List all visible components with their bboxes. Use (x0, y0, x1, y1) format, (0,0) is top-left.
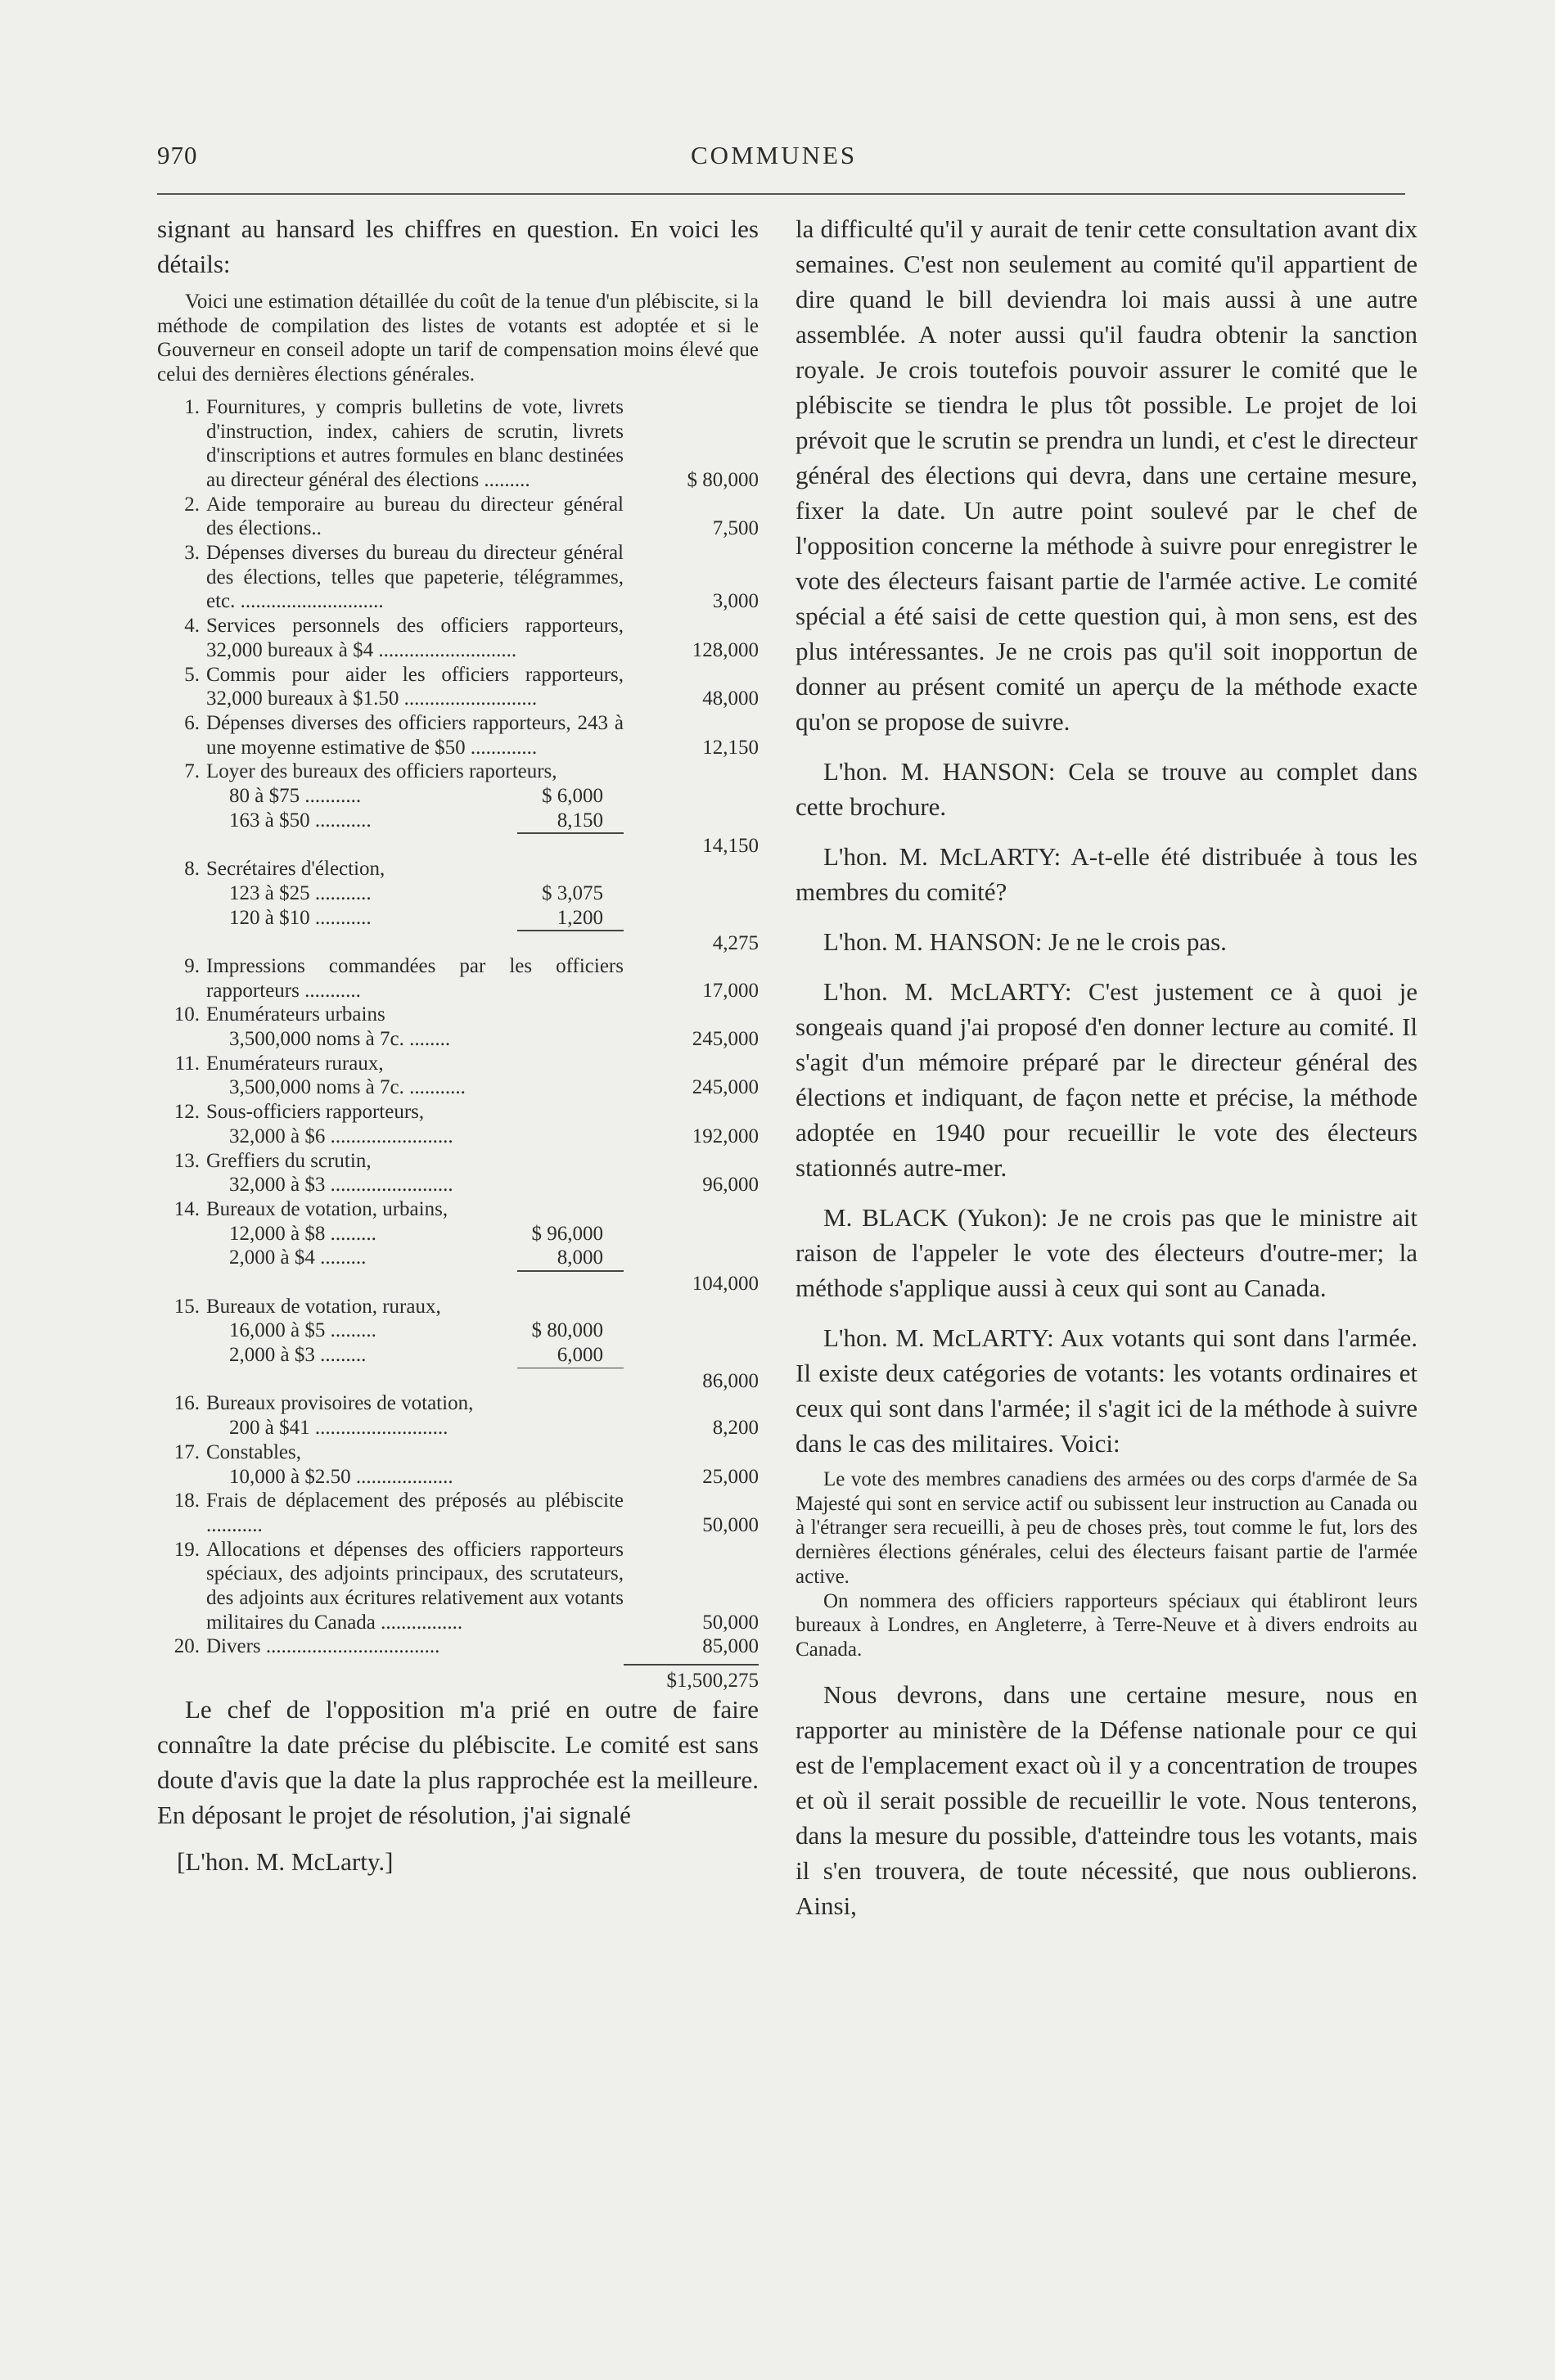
item-number: 8. (184, 858, 200, 881)
sub-item (157, 1246, 759, 1270)
item-number: 13. (174, 1149, 200, 1172)
item-amount: $ 80,000 (687, 468, 759, 491)
sub-item-amount: $ 80,000 (531, 1319, 603, 1342)
sub-item-label: 120 à $10 ........... (229, 906, 372, 929)
paragraph-mclarty-3: L'hon. M. McLARTY: Aux votants qui sont dans l'armée. Il existe deux catégories de votants: les votants ordinaires et ceux qui sont dans l'armée; il s'agit ici de la méthode à suivre dans le cas des militaires. Voici: (796, 1323, 1418, 1458)
estimate-item (157, 1075, 759, 1100)
item-amount: 3,000 (712, 590, 759, 613)
paragraph-mclarty-1: L'hon. M. McLARTY: A-t-elle été distribuée à tous les membres du comité? (796, 842, 1418, 906)
item-amount: 7,500 (712, 517, 759, 540)
sub-item-amount: $ 96,000 (531, 1222, 603, 1245)
paragraph-black: M. BLACK (Yukon): Je ne crois pas que le ministre ait raison de l'appeler le vote des électeurs d'outre-mer; la méthode s'applique aussi à ceux qui sont au Canada. (796, 1203, 1418, 1302)
estimate-item (157, 1489, 759, 1537)
item-text: Commis pour aider les officiers rapporteurs, 32,000 bureaux à $1.50 .......................... (206, 663, 624, 710)
sub-item (157, 1343, 759, 1368)
item-number: 18. (174, 1490, 200, 1512)
item-number: 19. (174, 1538, 200, 1561)
grand-total-amount: $1,500,275 (666, 1670, 759, 1693)
estimate-item (157, 1295, 759, 1319)
estimate-item (157, 1391, 759, 1416)
intro-paragraph: signant au hansard les chiffres en question. En voici les détails: (157, 214, 759, 278)
paragraph-mclarty-2: L'hon. M. McLARTY: C'est justement ce à quoi je songeais quand j'ai proposé d'en donner lecture au comité. Il s'agit d'un mémoire préparé par le directeur général des élections et indiquant, de façon nette et précise, la méthode adoptée en 1940 pour recueillir le vote des électeurs stationnés autre-mer. (796, 977, 1418, 1182)
estimate-list (157, 395, 759, 1692)
item-text: Dépenses diverses du bureau du directeur général des élections, telles que papeterie, télégrammes, etc. ............................ (206, 542, 624, 613)
estimate-item (157, 493, 759, 541)
estimate-item (157, 1440, 759, 1465)
sub-item (157, 1222, 759, 1246)
item-amount: 50,000 (702, 1611, 759, 1634)
item-amount: 25,000 (702, 1465, 759, 1488)
right-column (796, 211, 1418, 1923)
paragraph-final: Nous devrons, dans une certaine mesure, nous en rapporter au ministère de la Défense nationale pour ce qui est de l'emplacement exact où il y a concentration de troupes et où il serait possible de recueillir le vote. Nous tenterons, dans la mesure du possible, d'atteindre tous les votants, mais il s'en trouvera, de toute nécessité, que nous oublierons. Ainsi, (796, 1679, 1418, 1920)
item-text: Bureaux provisoires de votation, (206, 1392, 474, 1415)
sub-item-amount: 8,000 (557, 1246, 603, 1269)
item-amount: 50,000 (702, 1513, 759, 1536)
item-number: 12. (174, 1101, 200, 1124)
estimate-item (157, 663, 759, 711)
item-text: Services personnels des officiers rapporteurs, 32,000 bureaux à $4 ........................... (206, 615, 624, 661)
item-text: Bureaux de votation, ruraux, (206, 1295, 441, 1318)
estimate-item (157, 395, 759, 493)
item-text: Greffiers du scrutin, (206, 1149, 372, 1172)
estimate-item (157, 1634, 759, 1659)
item-number: 20. (174, 1635, 200, 1658)
subtotal-rule (517, 930, 624, 931)
item-amount: 96,000 (702, 1174, 759, 1197)
estimate-item (157, 711, 759, 760)
estimate-item (157, 1052, 759, 1076)
estimate-item (157, 1149, 759, 1174)
item-text: Secrétaires d'élection, (206, 858, 385, 881)
sub-item-amount: 6,000 (557, 1344, 603, 1367)
sub-item-label: 2,000 à $4 ......... (229, 1246, 367, 1269)
item-number: 10. (174, 1003, 200, 1026)
subtotal-amount: 4,275 (712, 932, 759, 955)
item-text: Fournitures, y compris bulletins de vote, livrets d'instruction, index, cahiers de scrutin, livrets d'inscriptions et autres formules en blanc destinées au directeur général des élections ......... (206, 395, 624, 491)
estimate-intro: Voici une estimation détaillée du coût de la tenue d'un plébiscite, si la méthode de compilation des listes de votants est adoptée et si le Gouverneur en conseil adopte un tarif de compensation moins élevé que celui des dernières élections générales. (157, 291, 759, 386)
estimate-item (157, 614, 759, 662)
sub-item (157, 784, 759, 809)
grand-total (157, 1659, 759, 1692)
page-number: 970 (157, 141, 198, 169)
sub-item-amount: 8,150 (557, 809, 603, 832)
sub-item-label: 163 à $50 ........... (229, 809, 372, 832)
sub-item-label: 80 à $75 ........... (229, 785, 362, 808)
subtotal-rule (517, 1368, 624, 1369)
sub-item-label: 12,000 à $8 ......... (229, 1222, 376, 1245)
item-text: Enumérateurs urbains (206, 1003, 385, 1026)
item-text: Bureaux de votation, urbains, (206, 1197, 448, 1220)
closing-paragraph: Le chef de l'opposition m'a prié en outre de faire connaître la date précise du plébiscite. Le comité est sans doute d'avis que la date la plus rapprochée est la meilleure. En déposant le projet de résolution, j'ai signalé (157, 1695, 759, 1830)
estimate-item (157, 1538, 759, 1635)
item-amount: 245,000 (692, 1028, 759, 1050)
sub-item-label: 123 à $25 ........... (229, 881, 372, 904)
item-text: Impressions commandées par les officiers rapporteurs ........... (206, 954, 624, 1002)
estimate-item (157, 541, 759, 614)
subtotal-rule (517, 1270, 624, 1272)
item-text: Frais de déplacement des préposés au plébiscite ........... (206, 1490, 624, 1536)
subtotal-amount: 86,000 (702, 1369, 759, 1392)
estimate-item (157, 1100, 759, 1125)
item-number: 7. (184, 760, 200, 783)
sub-item (157, 809, 759, 833)
estimate-item (157, 1416, 759, 1440)
item-text: 3,500,000 noms à 7c. ........... (229, 1076, 466, 1099)
item-text: 32,000 à $3 ........................ (229, 1174, 453, 1197)
item-text: Sous-officiers rapporteurs, (206, 1101, 425, 1124)
estimate-item (157, 1027, 759, 1052)
item-amount: 12,150 (702, 736, 759, 759)
sub-item (157, 1318, 759, 1343)
header-rule (157, 193, 1405, 195)
item-number: 5. (184, 663, 200, 686)
item-text: Allocations et dépenses des officiers rapporteurs spéciaux, des adjoints principaux, des scrutateurs, des adjoints aux écritures relativement aux votants militaires du Canada ................ (206, 1538, 624, 1634)
estimate-item (157, 760, 759, 784)
sub-item-amount: $ 6,000 (542, 785, 603, 808)
paragraph-hanson-1: L'hon. M. HANSON: Cela se trouve au complet dans cette brochure. (796, 757, 1418, 821)
sub-item-amount: $ 3,075 (542, 881, 603, 904)
grand-total-rule (624, 1664, 759, 1666)
subtotal-rule (517, 832, 624, 834)
estimate-item (157, 1003, 759, 1027)
sub-item-amount: 1,200 (557, 906, 603, 929)
item-text: Divers .................................. (206, 1635, 440, 1658)
subtotal-amount: 14,150 (702, 835, 759, 858)
item-number: 14. (174, 1197, 200, 1220)
subtotal (157, 1368, 759, 1392)
item-text: 3,500,000 noms à 7c. ........ (229, 1028, 451, 1050)
item-number: 1. (184, 395, 200, 418)
memo-paragraph-2: On nommera des officiers rapporteurs spéciaux qui établiront leurs bureaux à Londres, en Angleterre, à Terre-Neuve et à divers endroits au Canada. (796, 1589, 1418, 1661)
sub-item-label: 16,000 à $5 ......... (229, 1319, 376, 1342)
subtotal-amount: 104,000 (692, 1273, 759, 1295)
item-text: 10,000 à $2.50 ................... (229, 1465, 453, 1488)
page-title: COMMUNES (691, 141, 858, 169)
item-text: 200 à $41 .......................... (229, 1417, 448, 1440)
item-text: Loyer des bureaux des officiers raporteurs, (206, 760, 557, 783)
item-number: 16. (174, 1392, 200, 1415)
signature: [L'hon. M. McLarty.] (177, 1847, 394, 1877)
item-amount: 245,000 (692, 1076, 759, 1099)
item-number: 11. (174, 1052, 200, 1075)
sub-item-label: 2,000 à $3 ......... (229, 1344, 367, 1367)
subtotal (157, 1270, 759, 1295)
left-column (157, 211, 759, 1879)
item-number: 3. (184, 542, 200, 565)
item-number: 17. (174, 1440, 200, 1463)
item-number: 9. (184, 954, 200, 977)
estimate-item (157, 1465, 759, 1490)
item-number: 6. (184, 711, 200, 734)
item-text: Enumérateurs ruraux, (206, 1052, 384, 1075)
paragraph-hanson-2: L'hon. M. HANSON: Je ne le crois pas. (823, 927, 1227, 956)
item-number: 4. (184, 615, 200, 638)
item-text: Constables, (206, 1440, 301, 1463)
item-text: 32,000 à $6 ........................ (229, 1125, 453, 1147)
item-number: 15. (174, 1295, 200, 1318)
subtotal (157, 930, 759, 954)
memo-paragraph-1: Le vote des membres canadiens des armées ou des corps d'armée de Sa Majesté qui sont en service actif ou subissent leur instruction au Canada ou à l'étranger sera recueilli, à peu de choses près, tout comme le fut, lors des dernières élections générales, celui des électeurs faisant partie de l'armée active. (796, 1468, 1418, 1588)
estimate-item (157, 857, 759, 881)
item-amount: 85,000 (702, 1635, 759, 1658)
item-text: Aide temporaire au bureau du directeur général des élections.. (206, 493, 624, 540)
item-number: 2. (184, 493, 200, 516)
paragraph-1: la difficulté qu'il y aurait de tenir cette consultation avant dix semaines. C'est non seulement au comité qu'il appartient de dire quand le bill deviendra loi mais aussi à une autre assemblée. A noter aussi qu'il faudra obtenir la sanction royale. Je crois toutefois pouvoir assurer le comité que le plébiscite se tiendra le plus tôt possible. Le projet de loi prévoit que le scrutin se prendra un lundi, et c'est le directeur général des élections qui devra, dans une certaine mesure, fixer la date. Un autre point soulevé par le chef de l'opposition concerne la méthode à suivre pour enregistrer le vote des électeurs faisant partie de l'armée active. Le comité spécial a été saisi de cette question qui, à mon sens, est des plus intéressantes. Je ne crois pas qu'il soit inopportun de donner au présent comité un aperçu de la méthode exacte qu'on se propose de suivre. (796, 214, 1418, 736)
item-amount: 17,000 (702, 979, 759, 1002)
sub-item (157, 881, 759, 906)
sub-item (157, 906, 759, 931)
estimate-item (157, 1173, 759, 1197)
item-amount: 192,000 (692, 1125, 759, 1147)
estimate-item (157, 1197, 759, 1222)
item-text: Dépenses diverses des officiers rapporteurs, 243 à une moyenne estimative de $50 ............. (206, 711, 624, 759)
subtotal (157, 832, 759, 857)
item-amount: 48,000 (702, 687, 759, 710)
estimate-item (157, 1125, 759, 1149)
item-amount: 8,200 (712, 1417, 759, 1440)
estimate-item (157, 954, 759, 1003)
item-amount: 128,000 (692, 638, 759, 661)
